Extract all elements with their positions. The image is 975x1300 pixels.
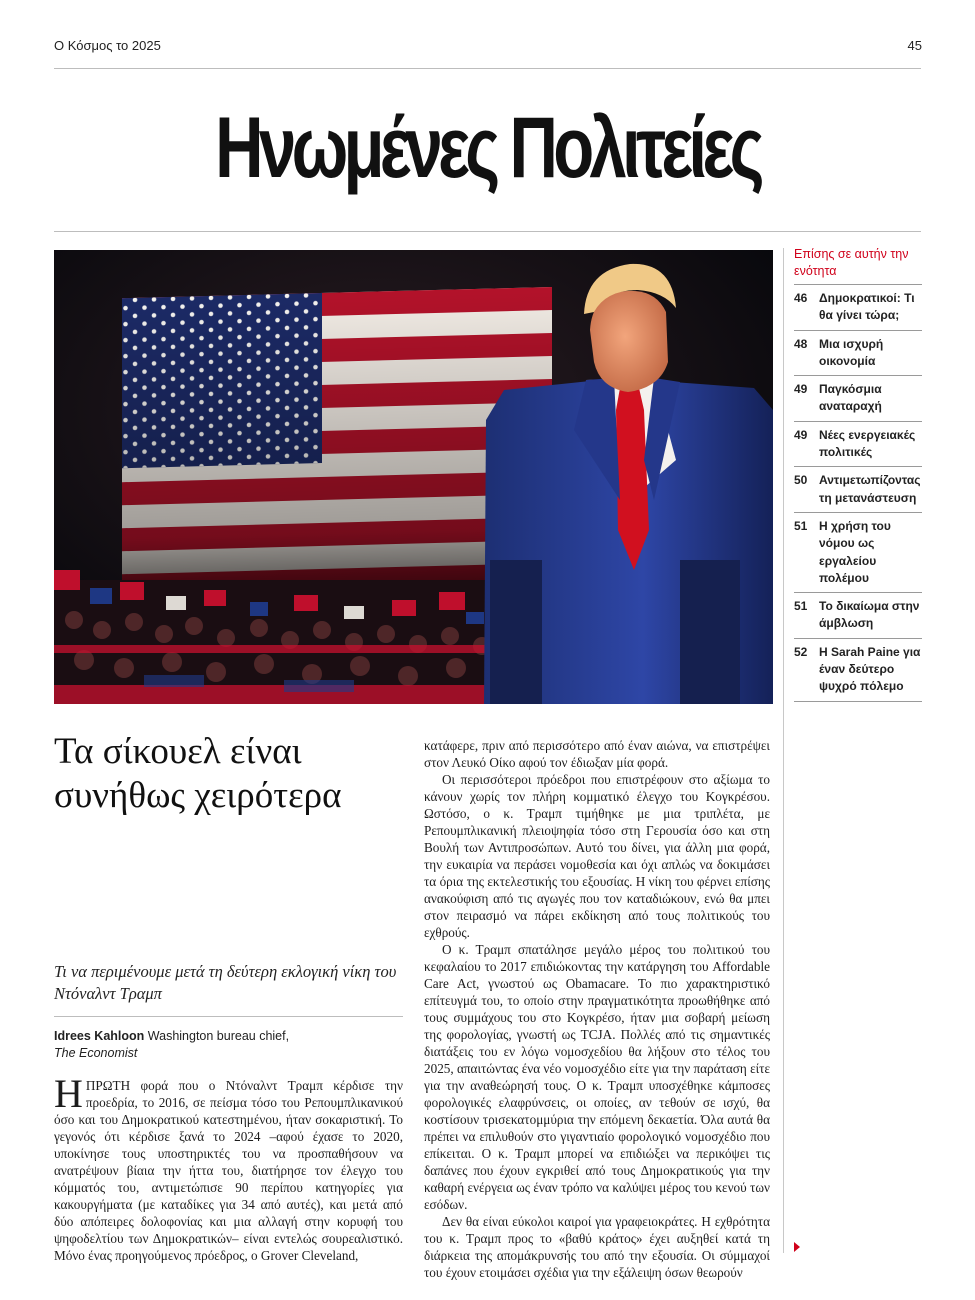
toc-page-number: 46 (794, 291, 808, 305)
drop-cap: Η (54, 1071, 83, 1116)
toc-page-number: 50 (794, 473, 808, 488)
toc-title: Νέες ενεργειακές πολιτικές (819, 427, 916, 460)
paragraph: Ο κ. Τραμπ σπατάλησε μεγάλο μέρος του πολιτικού του κεφαλαίου το 2017 επιδιώκοντας την κατάργηση του Affordable Care Act, γνωστού ως Obamacare. Το πιο χαρακτηριστικό επίτευγμά του, το οποίο στην πραγματικότητα προωθήθηκε από τους συμμάχους του στο Κογκρέσο, ήταν μια σοβαρή μείωση της φορολογίας, γνωστή ως TCJA. Πολλές από τις σημαντικές διατάξεις του εν λόγω νομοσχεδίου θα λήξουν στο τέλος του 2025, απαιτώντας ένα νέο νομοσχέδιο είτε για την παράταση είτε για την αναθεώρησή τους. Ο κ. Τραμπ υποσχέθηκε κάμποσες φορολογικές ελαφρύνσεις, οι οποίες, αν τεθούν σε ισχύ, θα κοστίσουν τρισεκατομμύρια την επόμενη δεκαετία. Όλα αυτά θα πρέπει να επιλυθούν στο γιγαντιαίο φορολογικό νομοσχέδιο που επίκειται. Ο κ. Τραμπ μπορεί να επιδιώξει να περικόψει τις δαπάνες που έχουν εγκριθεί από τους Δημοκρατικούς για την καθαρή ενέργεια ως έναν τρόπο να καλύψει μέρος του κενού των εσόδων. (424, 942, 770, 1212)
section-contents-sidebar (794, 246, 922, 702)
toc-item[interactable] (794, 639, 922, 702)
toc-item[interactable] (794, 422, 922, 468)
page-number: 45 (907, 38, 922, 53)
header-rule (54, 68, 921, 69)
paragraph (54, 1071, 403, 1264)
rally-photo-illustration (54, 250, 773, 704)
title-rule (54, 231, 921, 232)
body-column-1 (54, 1071, 403, 1264)
toc-page-number: 49 (794, 382, 808, 397)
toc-title: Μια ισχυρή οικονομία (819, 336, 884, 368)
sidebar-heading: Επίσης σε αυτήν την ενότητα (794, 246, 922, 285)
body-column-2 (424, 737, 770, 1281)
section-title: Ηνωμένες Πολιτείες (215, 100, 760, 196)
toc-title: Δημοκρατικοί: Τι θα γίνει τώρα; (819, 291, 915, 323)
publication-name: The Economist (54, 1046, 138, 1060)
toc-title: Η χρήση του νόμου ως εργαλείου πολέμου (819, 518, 891, 585)
toc-item[interactable] (794, 376, 922, 422)
toc-item[interactable] (794, 285, 922, 331)
author-role: Washington bureau chief, (147, 1029, 290, 1043)
toc-title: Παγκόσμια αναταραχή (819, 382, 882, 414)
article-headline: Τα σίκουελ είναι συνήθως χειρότερα (54, 731, 342, 816)
paragraph: Δεν θα είναι εύκολοι καιροί για γραφειοκράτες. Η εχθρότητα του κ. Τραμπ προς το «βαθύ κράτος» έχει αυξηθεί κατά τη διάρκεια της απομάκρυνσής του από την εξουσία. Οι σύμμαχοί του έχουν ετοιμάσει σχέδια για την εξάλειψη όσων θεωρούν (424, 1214, 770, 1280)
hero-photo (54, 250, 773, 704)
running-head: Ο Κόσμος το 2025 (54, 38, 161, 53)
byline-rule (54, 1016, 403, 1017)
continue-arrow-icon (794, 1242, 800, 1252)
toc-title: Αντιμετωπίζοντας τη μετανάστευση (819, 473, 921, 505)
toc-page-number: 51 (794, 599, 808, 614)
paragraph: κατάφερε, πριν από περισσότερο από έναν αιώνα, να επιστρέψει στον Λευκό Οίκο αφού τον έδιωξαν μία φορά. (424, 738, 770, 770)
toc-item[interactable] (794, 467, 922, 513)
toc-page-number: 51 (794, 518, 808, 533)
toc-page-number: 52 (794, 644, 808, 659)
toc-item[interactable] (794, 513, 922, 593)
toc-item[interactable] (794, 331, 922, 377)
byline (54, 1028, 414, 1062)
toc-title: Το δικαίωμα στην άμβλωση (819, 599, 920, 631)
article-standfirst: Τι να περιμένουμε μετά τη δεύτερη εκλογική νίκη του Ντόναλντ Τραμπ (54, 962, 397, 1003)
toc-page-number: 49 (794, 427, 808, 442)
author-name: Idrees Kahloon (54, 1029, 145, 1043)
column-divider (783, 248, 784, 1253)
toc-title: Η Sarah Paine για έναν δεύτερο ψυχρό πόλεμο (819, 644, 921, 694)
toc-item[interactable] (794, 593, 922, 639)
paragraph-text: ΠΡΩΤΗ φορά που ο Ντόναλντ Τραμπ κέρδισε την προεδρία, το 2016, σε πείσμα τόσο του Ρεπουμπλικανικού όσο και του Δημοκρατικού κατεστημένου, ήταν σοκαριστική. Το γεγονός ότι κέρδισε ξανά το 2024 –αφού έχασε το 2020, υποκίνησε τους υποστηρικτές του να προσπαθήσουν να ανατρέψουν βίαια την ήττα του, διατήρησε τον έλεγχο του κόμματός του, αντιμετώπισε 90 περίπου κατηγορίες για κακουργήματα (με καταδίκες για 34 από αυτές), και μετά από δύο απόπειρες δολοφονίας και μια αλλαγή στην κορυφή του ψηφοδελτίου των Δημοκρατικών– είναι εντελώς σουρεαλιστικό. Μόνο ένας προηγούμενος πρόεδρος, ο Grover Cleveland, (54, 1078, 403, 1263)
toc-page-number: 48 (794, 336, 808, 351)
paragraph: Οι περισσότεροι πρόεδροι που επιστρέφουν στο αξίωμα το κάνουν χωρίς τον πλήρη κομματικό έλεγχο του Κογκρέσου. Ωστόσο, ο κ. Τραμπ τιμήθηκε με μια τριπλέτα, με Ρεπουμπλικανική πλειοψηφία τόσο στη Γερουσία όσο και στη Βουλή των Αντιπροσώπων. Αυτό του δίνει, για άλλη μια φορά, την ευκαιρία να περάσει νομοθεσία και όχι απλώς να δοκιμάσει τα όρια της εκτελεστικής του εξουσίας. Η νίκη του φέρνει επίσης ανακούφιση από τις αγωγές που τον καταδιώκουν, ενώ θα μπει στον πειρασμό να πάρει εκδίκηση από τους πολιτικούς του εχθρούς. (424, 772, 770, 940)
